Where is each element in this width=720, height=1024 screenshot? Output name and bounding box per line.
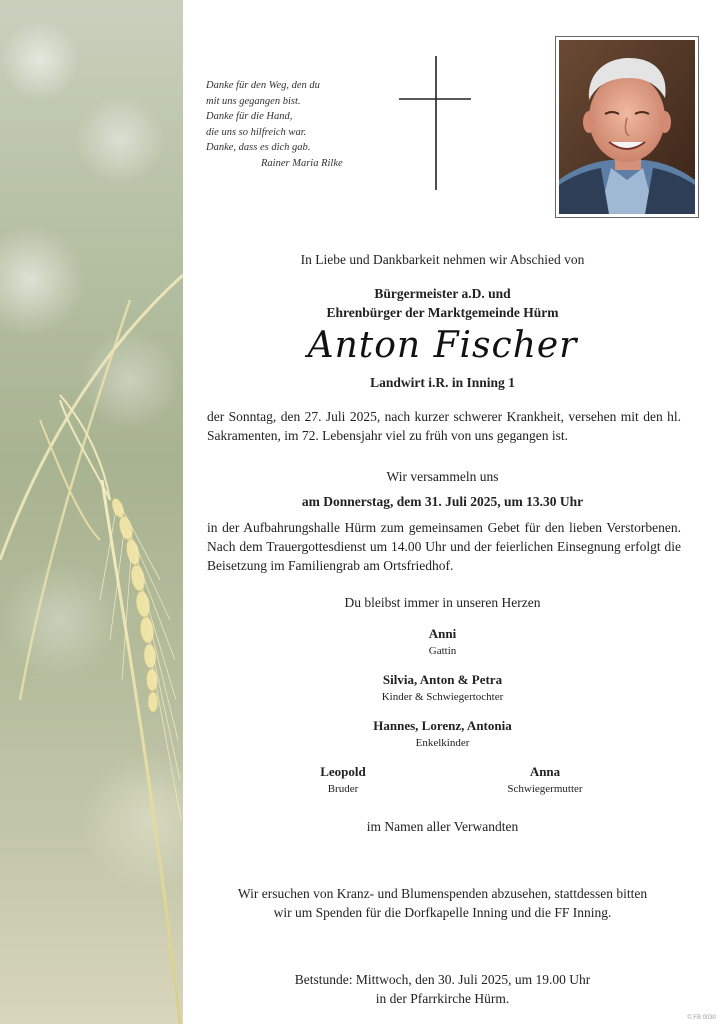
title-line-2: Ehrenbürger der Marktgemeinde Hürm	[326, 305, 559, 320]
mourner-name: Anni	[428, 626, 457, 641]
title-line-1: Bürgermeister a.D. und	[374, 286, 511, 301]
mourner-role: Kinder & Schwiegertochter	[381, 691, 504, 703]
wheat-stalk-illustration	[0, 0, 183, 1024]
gathering-details: in der Aufbahrungshalle Hürm zum gemeinsamen Gebet für den lieben Verstorbenen. Nach dem Trauergottesdienst um 14.00 Uhr und der feierlichen Einsegnung erfolgt die Beisetzung im Familiengrab am Ortsfriedhof.	[207, 520, 681, 573]
prayer-line-2: in der Pfarrkirche Hürm.	[375, 991, 510, 1006]
gathering-date: am Donnerstag, dem 31. Juli 2025, um 13.30 Uhr	[301, 494, 584, 509]
mourner-role: Gattin	[428, 645, 457, 657]
footer-code: © FB 0030	[687, 1015, 716, 1021]
mourner-entry	[293, 764, 393, 795]
quote-line: Danke, dass es dich gab.	[206, 142, 311, 153]
mourner-role: Enkelkinder	[415, 737, 470, 749]
mourner-name: Leopold	[320, 764, 366, 779]
mourner-role: Bruder	[327, 783, 359, 795]
quote-line: mit uns gegangen bist.	[206, 95, 301, 107]
mourner-entry	[205, 718, 680, 749]
mourner-entry	[205, 672, 680, 703]
mourner-entry	[485, 764, 605, 795]
mourner-entry	[205, 626, 680, 657]
mourner-name: Silvia, Anton & Petra	[382, 672, 503, 687]
decorative-wheat-panel	[0, 0, 183, 1024]
occupation: Landwirt i.R. in Inning 1	[370, 375, 515, 390]
quote-line: die uns so hilfreich war.	[206, 126, 307, 138]
obituary-content	[183, 0, 720, 1024]
cross-icon	[399, 56, 471, 191]
quote-line: Danke für den Weg, den du	[206, 80, 320, 91]
portrait-frame	[555, 36, 699, 218]
remembrance-line: Du bleibst immer in unseren Herzen	[344, 595, 541, 610]
portrait-photo	[559, 40, 695, 214]
prayer-line-1: Betstunde: Mittwoch, den 30. Juli 2025, um 19.00 Uhr	[294, 972, 591, 987]
mourner-name: Hannes, Lorenz, Antonia	[373, 718, 512, 733]
rilke-quote	[206, 78, 396, 171]
intro-text: In Liebe und Dankbarkeit nehmen wir Abschied von	[300, 252, 585, 267]
quote-author: Rainer Maria Rilke	[261, 157, 343, 169]
gathering-intro: Wir versammeln uns	[386, 469, 499, 484]
mourner-name: Anna	[529, 764, 561, 779]
donation-line-1: Wir ersuchen von Kranz- und Blumenspenden abzusehen, stattdessen bitten	[237, 886, 648, 901]
donation-line-2: wir um Spenden für die Dorfkapelle Inning und die FF Inning.	[273, 905, 612, 920]
relatives-line: im Namen aller Verwandten	[366, 819, 519, 834]
quote-line: Danke für die Hand,	[206, 111, 293, 122]
death-notice: der Sonntag, den 27. Juli 2025, nach kurzer schwerer Krankheit, versehen mit den hl. Sakramenten, im 72. Lebensjahr viel zu früh von uns gegangen ist.	[207, 409, 681, 443]
deceased-name: Anton Fischer	[307, 325, 578, 366]
mourner-role: Schwiegermutter	[507, 783, 583, 795]
